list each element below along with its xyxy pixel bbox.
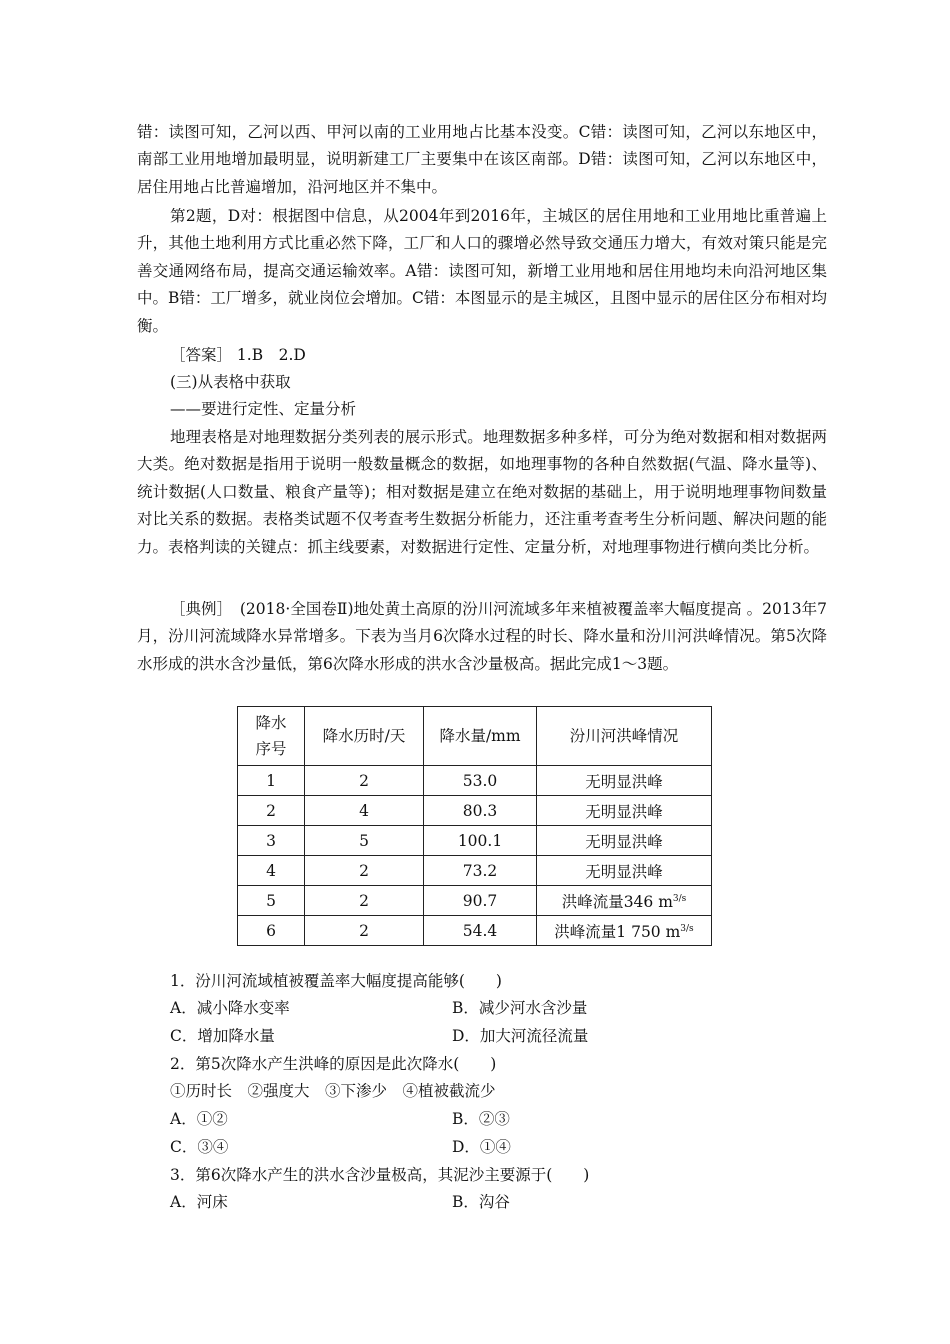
table-header-row <box>238 707 712 766</box>
cell-amount: 73.2 <box>424 856 537 886</box>
cell-seq: 4 <box>238 856 305 886</box>
question-1-option-c: C．增加降水量 <box>170 1027 275 1045</box>
cell-seq: 1 <box>238 766 305 796</box>
cell-amount: 100.1 <box>424 826 537 856</box>
table-row <box>238 916 712 946</box>
cell-seq: 3 <box>238 826 305 856</box>
question-3-option-b: B．沟谷 <box>452 1193 510 1211</box>
section-heading: (三)从表格中获取 <box>170 373 291 391</box>
cell-amount: 53.0 <box>424 766 537 796</box>
question-2-stem: 2．第5次降水产生洪峰的原因是此次降水( ) <box>170 1055 497 1073</box>
question-1-stem: 1．汾川河流域植被覆盖率大幅度提高能够( ) <box>170 972 502 990</box>
question-2-option-b: B．②③ <box>452 1110 510 1128</box>
cell-days: 5 <box>305 826 424 856</box>
question-2-option-c: C．③④ <box>170 1138 229 1156</box>
table-row <box>238 826 712 856</box>
table-row <box>238 766 712 796</box>
header-seq: 降水序号 <box>238 707 305 766</box>
cell-seq: 5 <box>238 886 305 916</box>
cell-days: 2 <box>305 856 424 886</box>
cell-flood: 无明显洪峰 <box>537 796 712 826</box>
cell-flood: 洪峰流量346 $m^{3/s}$ <box>537 886 712 916</box>
question-3-stem: 3．第6次降水产生的洪水含沙量极高，其泥沙主要源于( ) <box>170 1166 590 1184</box>
question-1-option-b: B．减少河水含沙量 <box>452 999 588 1017</box>
cell-flood: 无明显洪峰 <box>537 856 712 886</box>
cell-amount: 90.7 <box>424 886 537 916</box>
unit-superscript: 3/s <box>672 893 687 904</box>
rainfall-flood-table <box>237 706 712 946</box>
explanation-q1-continued: 错：读图可知，乙河以西、甲河以南的工业用地占比基本没变。C错：读图可知，乙河以东地区中，南部工业用地增加最明显，说明新建工厂主要集中在该区南部。D错：读图可知，乙河以东地区中，居住用地占比普遍增加，沿河地区并不集中。 <box>137 123 827 196</box>
question-2-option-a: A．①② <box>170 1110 228 1128</box>
cell-seq: 6 <box>238 916 305 946</box>
cell-amount: 80.3 <box>424 796 537 826</box>
section-subheading: ——要进行定性、定量分析 <box>170 400 357 418</box>
question-1-option-d: D．加大河流径流量 <box>452 1027 589 1045</box>
cell-days: 4 <box>305 796 424 826</box>
cell-days: 2 <box>305 766 424 796</box>
cell-amount: 54.4 <box>424 916 537 946</box>
question-3-option-a: A．河床 <box>170 1193 228 1211</box>
cell-flood: 无明显洪峰 <box>537 766 712 796</box>
answer-line: ［答案］ 1.B 2.D <box>170 346 306 364</box>
cell-flood: 无明显洪峰 <box>537 826 712 856</box>
method-paragraph: 地理表格是对地理数据分类列表的展示形式。地理数据多种多样，可分为绝对数据和相对数据两大类。绝对数据是指用于说明一般数量概念的数据，如地理事物的各种自然数据(气温、降水量等)、统计数据(人口数量、粮食产量等)；相对数据是建立在绝对数据的基础上，用于说明地理事物间数量对比关系的数据。表格类试题不仅考查考生数据分析能力，还注重考查考生分析问题、解决问题的能力。表格判读的关键点：抓主线要素，对数据进行定性、定量分析，对地理事物进行横向类比分析。 <box>137 428 827 556</box>
table-row <box>238 886 712 916</box>
cell-seq: 2 <box>238 796 305 826</box>
table-row <box>238 856 712 886</box>
header-days: 降水历时/天 <box>305 707 424 766</box>
cell-flood: 洪峰流量1 750 $m^{3/s}$ <box>537 916 712 946</box>
explanation-q2: 第2题，D对：根据图中信息，从2004年到2016年，主城区的居住用地和工业用地比重普遍上升，其他土地利用方式比重必然下降，工厂和人口的骤增必然导致交通压力增大，有效对策只能是完善交通网络布局，提高交通运输效率。A错：读图可知，新增工业用地和居住用地均未向沿河地区集中。B错：工厂增多，就业岗位会增加。C错：本图显示的是主城区，且图中显示的居住区分布相对均衡。 <box>137 207 827 335</box>
question-2-choices: ①历时长 ②强度大 ③下渗少 ④植被截流少 <box>170 1082 496 1100</box>
cell-days: 2 <box>305 916 424 946</box>
table-row <box>238 796 712 826</box>
cell-days: 2 <box>305 886 424 916</box>
header-flood: 汾川河洪峰情况 <box>537 707 712 766</box>
question-1-option-a: A．减小降水变率 <box>170 999 290 1017</box>
unit-superscript: 3/s <box>680 923 694 934</box>
example-paragraph: ［典例］ (2018·全国卷Ⅱ)地处黄土高原的汾川河流域多年来植被覆盖率大幅度提高 。2013年7月，汾川河流域降水异常增多。下表为当月6次降水过程的时长、降水量和汾川河洪峰情况。第5次降水形成的洪水含沙量低，第6次降水形成的洪水含沙量极高。据此完成1～3题。 <box>137 600 827 673</box>
question-2-option-d: D．①④ <box>452 1138 511 1156</box>
header-amount: 降水量/mm <box>424 707 537 766</box>
